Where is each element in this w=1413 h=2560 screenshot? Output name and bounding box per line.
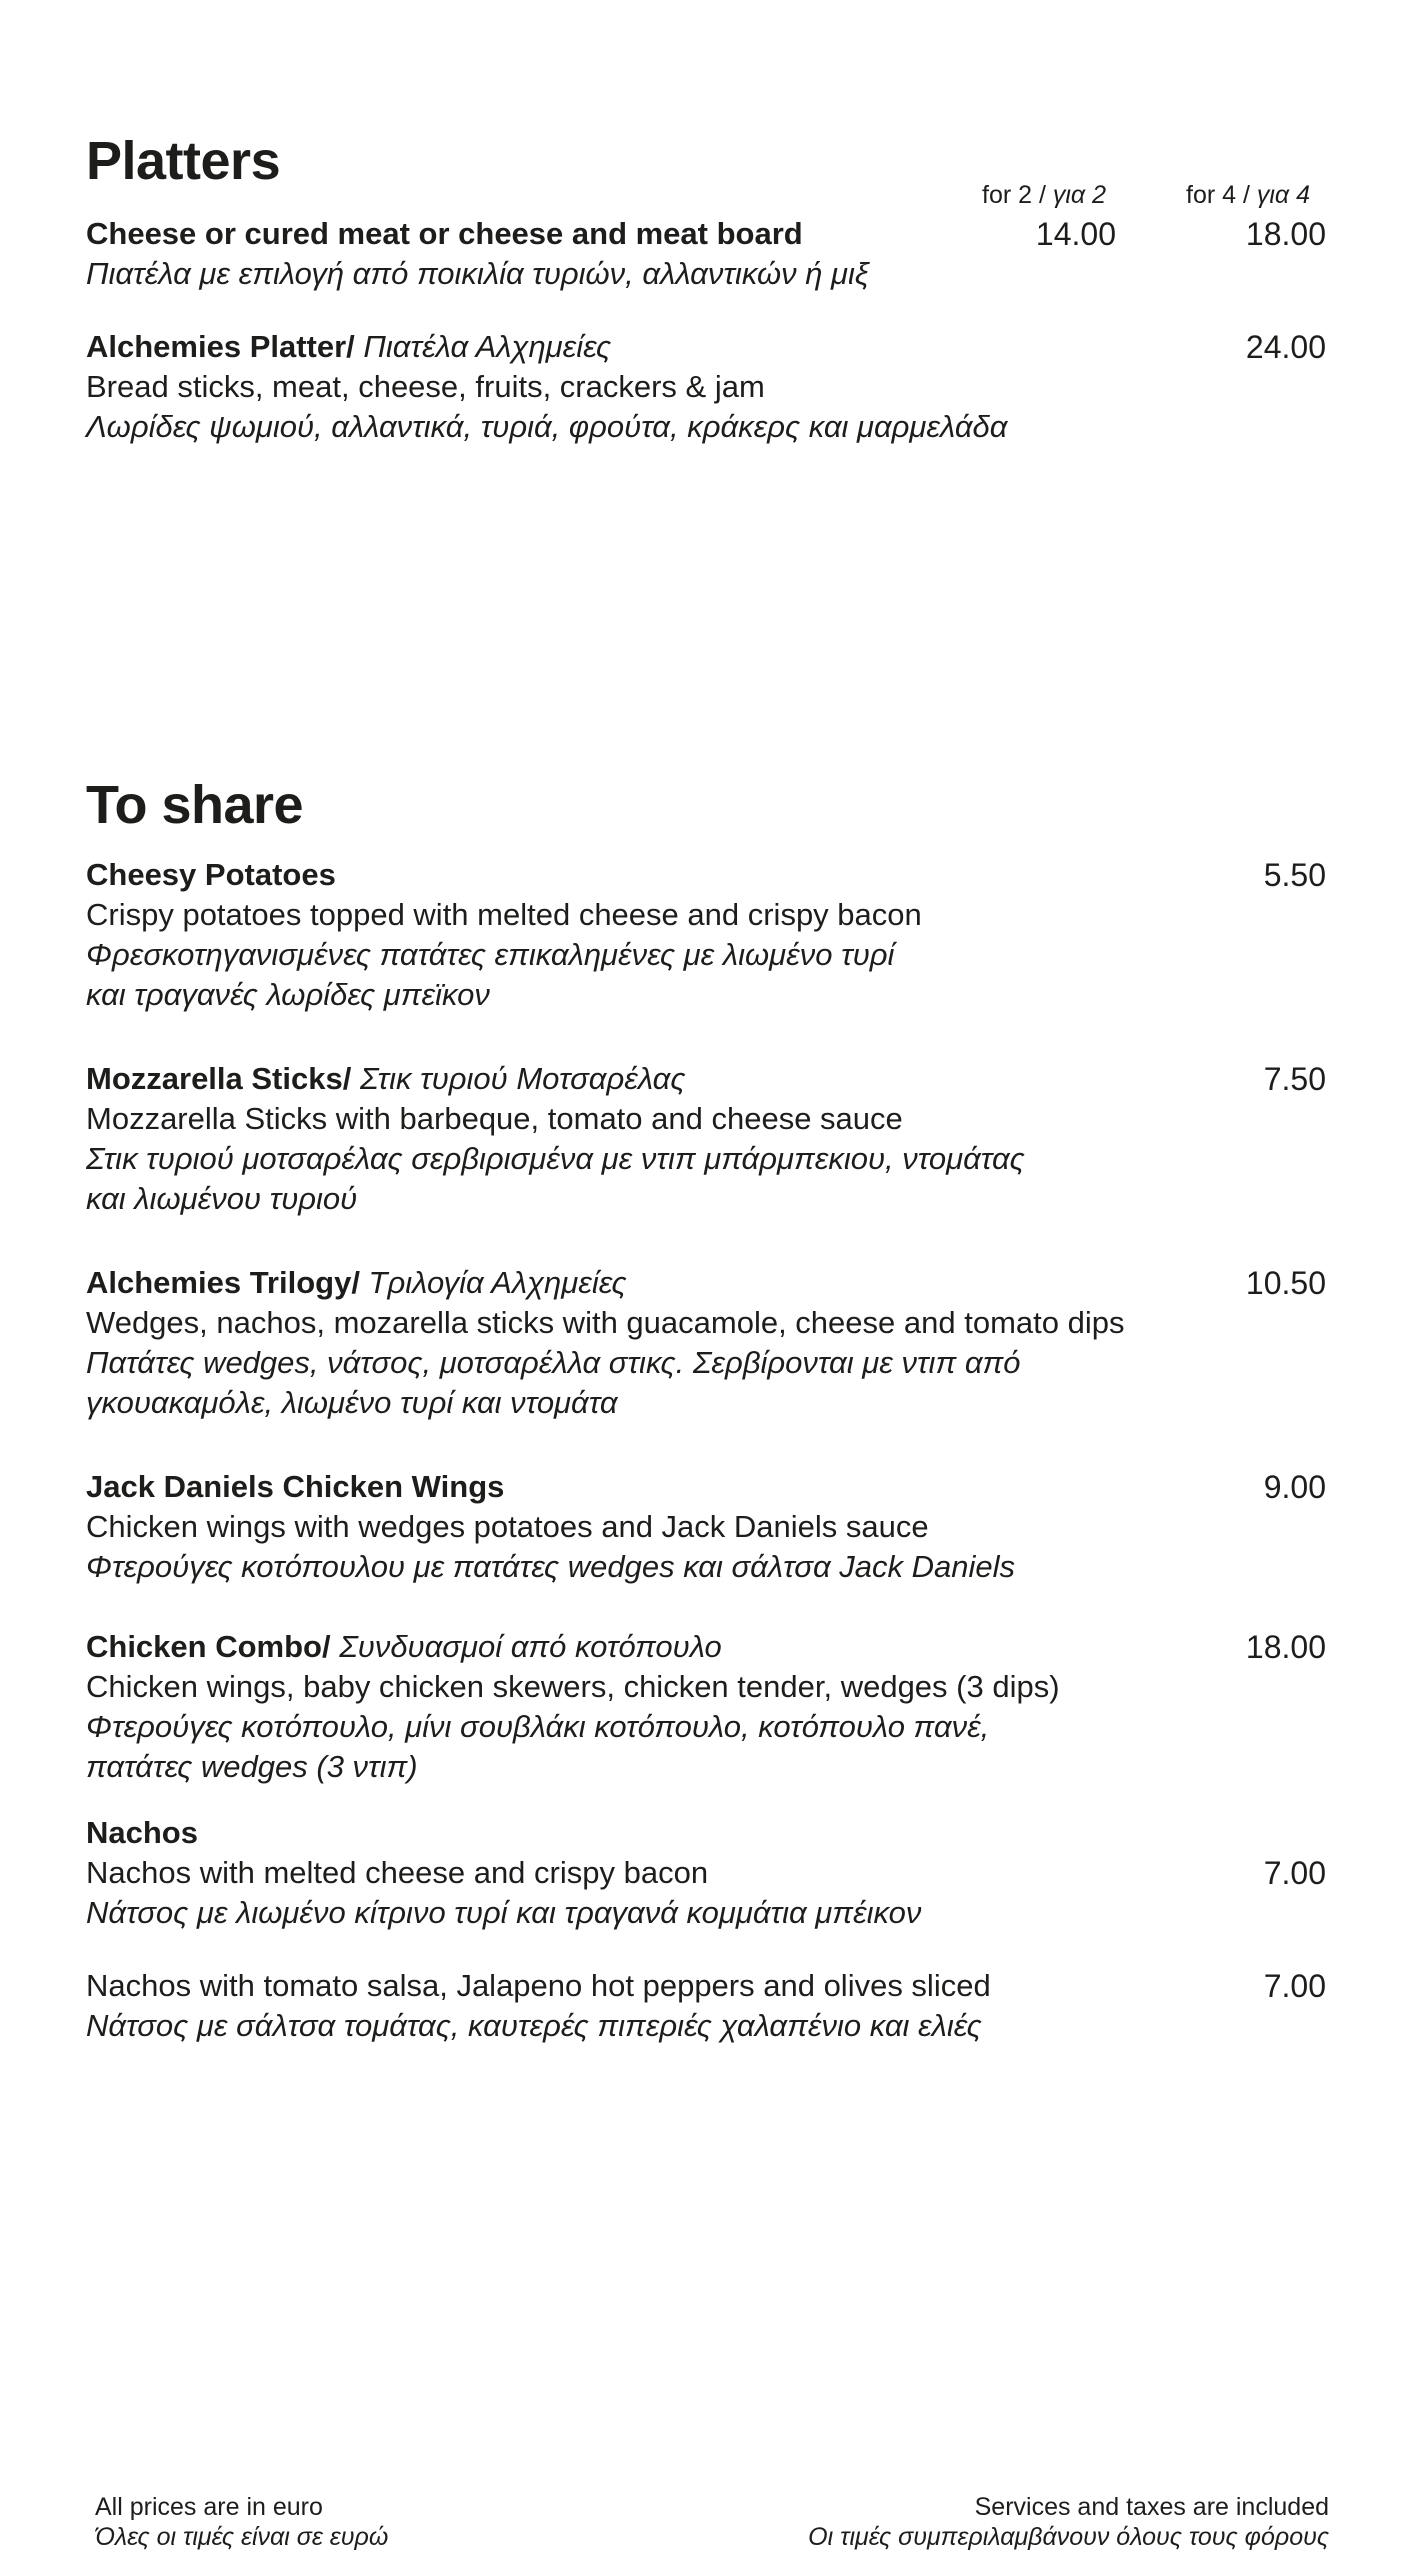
nachos-bacon-price: 7.00 [1263,1855,1326,1891]
item-desc-en: Wedges, nachos, mozarella sticks with guacamole, cheese and tomato dips [86,1305,1125,1340]
item-desc-gr-line-2: και λιωμένου τυριού [86,1181,358,1216]
item-name: Cheese or cured meat or cheese and meat board [86,216,803,251]
item-name: Mozzarella Sticks/ [86,1061,360,1096]
item-price: 18.00 [1245,1629,1326,1665]
menu-item-board [86,214,1326,294]
item-desc-gr: Λωρίδες ψωμιού, αλλαντικά, τυριά, φρούτα, κράκερς και μαρμελάδα [86,409,1008,444]
platters-heading: Platters [86,131,281,191]
item-price: 10.50 [1245,1265,1326,1301]
column-header-for-2-en: for 2 / [982,181,1053,209]
item-name: Alchemies Platter/ [86,329,364,364]
column-header-for-4-en: for 4 / [1186,181,1257,209]
menu-item-nachos-salsa [86,1966,1326,2046]
menu-item-nachos [86,1813,1326,1933]
footer-right-en: Services and taxes are included [974,2493,1329,2521]
footer-right-gr: Οι τιμές συμπεριλαμβάνουν όλους τους φόρους [808,2523,1329,2551]
menu-item-alchemies-platter [86,327,1326,447]
nachos-salsa-desc-gr: Νάτσος με σάλτσα τομάτας, καυτερές πιπεριές χαλαπένιο και ελιές [86,2008,982,2043]
item-price: 24.00 [1245,329,1326,365]
item-desc-en: Bread sticks, meat, cheese, fruits, crackers & jam [86,369,765,404]
menu-item-cheesy-potatoes [86,855,1326,1015]
item-name: Jack Daniels Chicken Wings [86,1469,505,1504]
item-name: Alchemies Trilogy/ [86,1265,369,1300]
item-name-gr: Πιατέλα Αλχημείες [363,329,612,364]
item-desc-gr: Φτερούγες κοτόπουλου με πατάτες wedges και σάλτσα Jack Daniels [86,1549,1016,1584]
item-desc-gr-line-1: Φρεσκοτηγανισμένες πατάτες επικαλημένες με λιωμένο τυρί [86,937,895,972]
item-desc-en: Crispy potatoes topped with melted cheese and crispy bacon [86,897,922,932]
item-desc-gr-line-1: Φτερούγες κοτόπουλο, μίνι σουβλάκι κοτόπουλο, κοτόπουλο πανέ, [86,1709,990,1744]
item-name: Nachos [86,1815,198,1850]
footer-taxes-note [808,2492,1329,2552]
item-name: Cheesy Potatoes [86,857,336,892]
item-price: 5.50 [1263,857,1326,893]
nachos-salsa-desc-en: Nachos with tomato salsa, Jalapeno hot peppers and olives sliced [86,1968,991,2003]
item-price: 7.50 [1263,1061,1326,1097]
item-desc-gr-line-2: γκουακαμόλε, λιωμένο τυρί και ντομάτα [86,1385,618,1420]
item-desc-en: Chicken wings with wedges potatoes and Jack Daniels sauce [86,1509,929,1544]
column-header-for-2-gr: για 2 [1052,181,1107,209]
item-desc-gr: Πιατέλα με επιλογή από ποικιλία τυριών, αλλαντικών ή μιξ [86,256,869,291]
item-name-gr: Τριλογία Αλχημείες [368,1265,627,1300]
nachos-salsa-price: 7.00 [1263,1968,1326,2004]
nachos-bacon-desc-en: Nachos with melted cheese and crispy bacon [86,1855,709,1890]
item-desc-en: Mozzarella Sticks with barbeque, tomato and cheese sauce [86,1101,903,1136]
menu-item-chicken-combo [86,1627,1326,1787]
nachos-bacon-desc-gr: Νάτσος με λιωμένο κίτρινο τυρί και τραγανά κομμάτια μπέικον [86,1895,922,1930]
item-desc-gr-line-2: και τραγανές λωρίδες μπεϊκον [86,977,490,1012]
column-header-for-4-gr: για 4 [1256,181,1311,209]
item-name-gr: Στικ τυριού Μοτσαρέλας [359,1061,686,1096]
item-desc-en: Chicken wings, baby chicken skewers, chicken tender, wedges (3 dips) [86,1669,1060,1704]
menu-item-jack-daniels-wings [86,1467,1326,1587]
menu-item-mozzarella-sticks [86,1059,1326,1219]
item-desc-gr-line-1: Πατάτες wedges, νάτσος, μοτσαρέλλα στικς. Σερβίρονται με ντιπ από [86,1345,1021,1380]
menu-item-alchemies-trilogy [86,1263,1326,1423]
item-name: Chicken Combo/ [86,1629,340,1664]
item-desc-gr-line-1: Στικ τυριού μοτσαρέλας σερβιρισμένα με ντιπ μπάρμπεκιου, ντομάτας [86,1141,1025,1176]
footer-left-gr: Όλες οι τιμές είναι σε ευρώ [95,2523,389,2551]
column-header-for-4 [1186,180,1310,210]
item-name-gr: Συνδυασμοί από κοτόπουλο [339,1629,722,1664]
price-for-2: 14.00 [1035,216,1116,252]
footer-left-en: All prices are in euro [95,2493,323,2521]
item-desc-gr-line-2: πατάτες wedges (3 ντιπ) [86,1749,418,1784]
column-header-for-2 [982,180,1106,210]
to-share-heading: To share [86,775,304,835]
item-price: 9.00 [1263,1469,1326,1505]
footer-prices-note [95,2492,388,2552]
price-for-4: 18.00 [1245,216,1326,252]
